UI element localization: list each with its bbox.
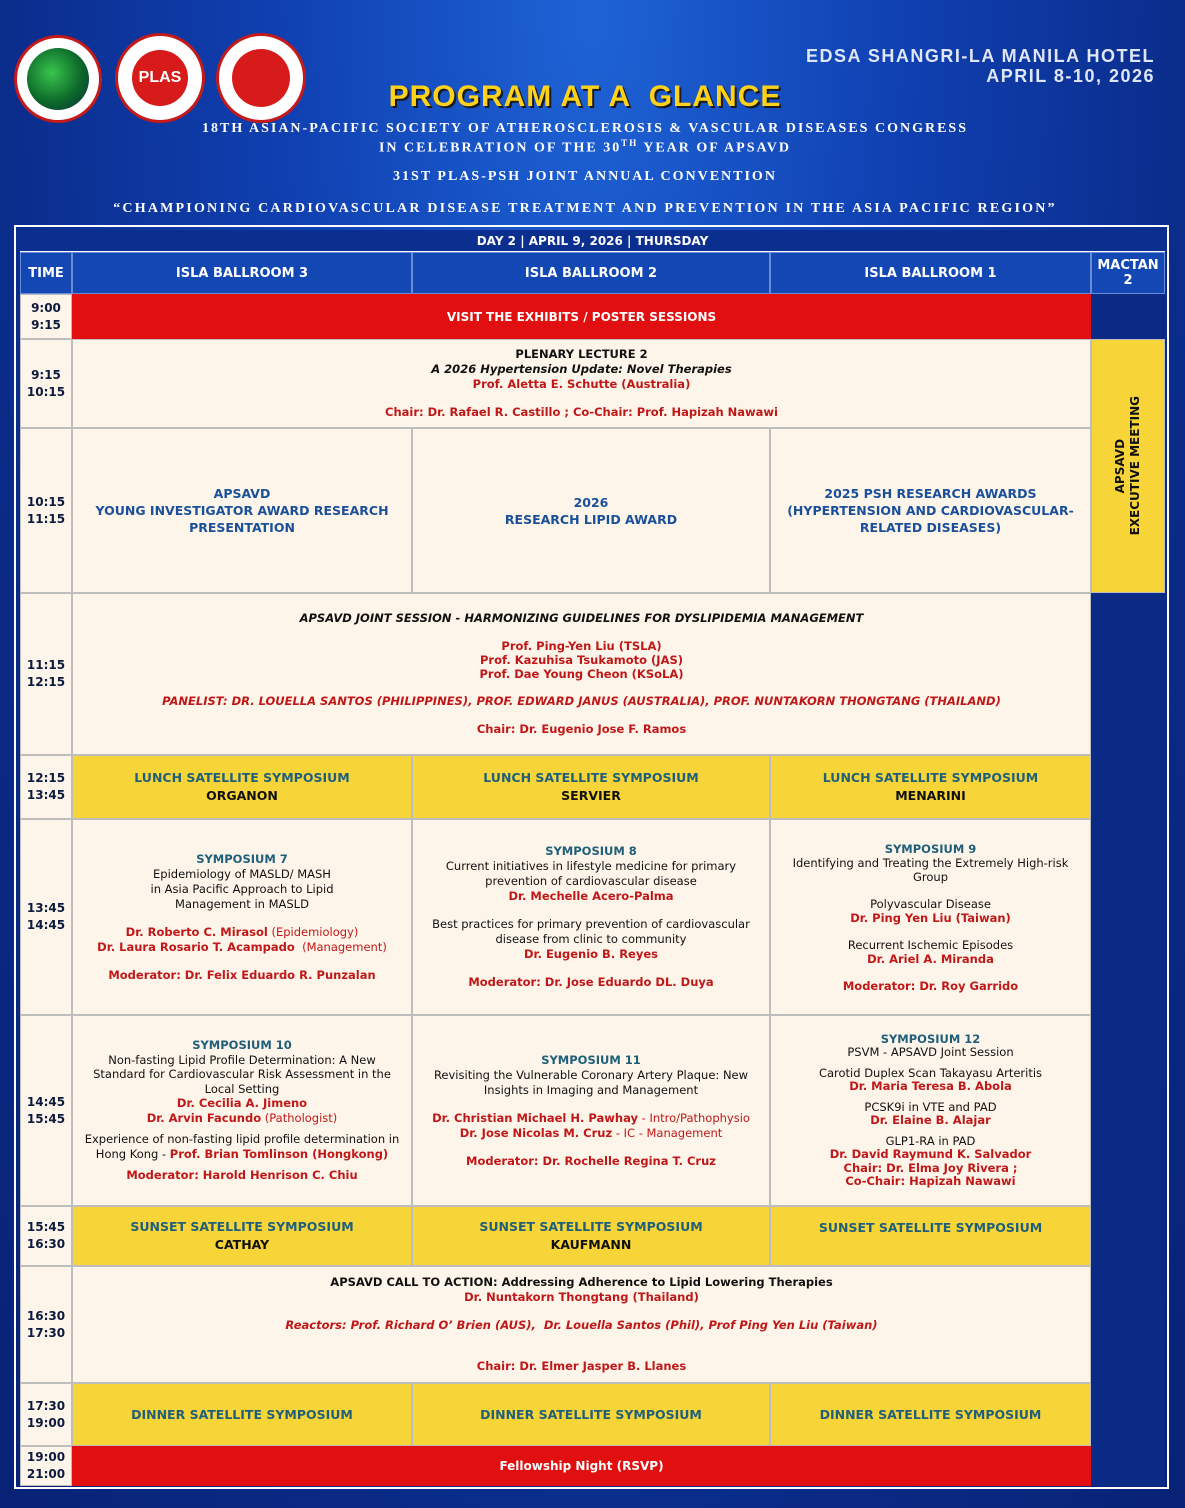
symposium-8-moderator: Moderator: Dr. Jose Eduardo DL. Duya [468, 975, 714, 989]
symposium-7-moderator: Moderator: Dr. Felix Eduardo R. Punzalan [108, 967, 376, 982]
time-slot: 17:30 19:00 [20, 1383, 72, 1446]
symposium-12-cell: SYMPOSIUM 12 PSVM - APSAVD Joint Session Carotid Duplex Scan Takayasu Arteritis Dr. Maria Teresa B. Abola PCSK9i in VTE and PAD Dr. Elaine B. Alajar GLP1-RA in PAD Dr. David Raymund K. Salvador Chair: Dr. Elma Joy Rivera ; Co-Chair: Hapizah Nawawi [770, 1015, 1091, 1206]
symposium-10-moderator: Moderator: Harold Henrison C. Chiu [126, 1168, 358, 1183]
theme-subtitle: “CHAMPIONING CARDIOVASCULAR DISEASE TREATMENT AND PREVENTION IN THE ASIA PACIFIC REGION” [113, 201, 1057, 216]
call-to-action-cell [72, 1266, 1091, 1383]
symposium-10-title: SYMPOSIUM 10 [192, 1038, 292, 1053]
time-slot: 9:00 9:15 [20, 294, 72, 339]
page-title: PROGRAM AT A GLANCE [388, 80, 782, 113]
time-slot: 13:45 14:45 [20, 819, 72, 1015]
time-slot: 19:00 21:00 [20, 1446, 72, 1486]
mactan-empty-slot [1091, 1446, 1165, 1486]
symposium-8-title: SYMPOSIUM 8 [545, 844, 637, 858]
mactan-empty-slot [1091, 294, 1165, 339]
young-investigator-award-cell: APSAVD YOUNG INVESTIGATOR AWARD RESEARCH PRESENTATION [72, 428, 412, 593]
plenary-topic: A 2026 Hypertension Update: Novel Therapies [431, 362, 732, 376]
header-isla-ballroom-3: ISLA BALLROOM 3 [72, 252, 412, 294]
call-to-action-title: APSAVD CALL TO ACTION: Addressing Adherence to Lipid Lowering Therapies [330, 1275, 833, 1289]
symposium-9-cell: SYMPOSIUM 9 Identifying and Treating the Extremely High-risk Group Polyvascular Disease Dr. Ping Yen Liu (Taiwan) Recurrent Ischemic Episodes Dr. Ariel A. Miranda Moderator: Dr. Roy Garrido [770, 819, 1091, 1015]
psh-research-awards-cell: 2025 PSH RESEARCH AWARDS (HYPERTENSION AND CARDIOVASCULAR- RELATED DISEASES) [770, 428, 1091, 593]
dinner-symposium-room1: DINNER SATELLITE SYMPOSIUM [770, 1383, 1091, 1446]
plas-logo-text: PLAS [138, 69, 182, 86]
symposium-11-title: SYMPOSIUM 11 [541, 1052, 641, 1067]
time-slot: 16:30 17:30 [20, 1266, 72, 1383]
celebration-line: IN CELEBRATION OF THE 30TH YEAR OF APSAVD [378, 138, 792, 156]
sunset-symposium-kaufmann: SUNSET SATELLITE SYMPOSIUM KAUFMANN [412, 1206, 770, 1266]
time-slot: 15:45 16:30 [20, 1206, 72, 1266]
symposium-11-cell: SYMPOSIUM 11 Revisiting the Vulnerable Coronary Artery Plaque: New Insights in Imaging and Management Dr. Christian Michael H. Pawhay - Intro/Pathophysio Dr. Jose Nicolas M. Cruz - IC - Management Moderator: Dr. Rochelle Regina T. Cruz [412, 1015, 770, 1206]
joint-session-cell [72, 593, 1091, 755]
header-mactan-2: MACTAN 2 [1091, 252, 1165, 294]
fellowship-night: Fellowship Night (RSVP) [72, 1446, 1091, 1486]
lunch-symposium-servier: LUNCH SATELLITE SYMPOSIUM SERVIER [412, 755, 770, 819]
day-header: DAY 2 | APRIL 9, 2026 | THURSDAY [20, 230, 1165, 252]
executive-meeting-cell [1091, 339, 1165, 593]
plenary-lecture-cell [72, 339, 1091, 428]
header-isla-ballroom-1: ISLA BALLROOM 1 [770, 252, 1091, 294]
time-slot: 9:15 10:15 [20, 339, 72, 428]
time-slot: 14:45 15:45 [20, 1015, 72, 1206]
time-slot: 10:15 11:15 [20, 428, 72, 593]
mactan-empty-slot [1091, 593, 1165, 1446]
venue-name: EDSA SHANGRI-LA MANILA HOTEL [806, 46, 1155, 66]
symposium-9-title: SYMPOSIUM 9 [884, 841, 977, 856]
plenary-title: PLENARY LECTURE 2 [515, 347, 648, 361]
header-isla-ballroom-2: ISLA BALLROOM 2 [412, 252, 770, 294]
call-to-action-reactors: Reactors: Prof. Richard O’ Brien (AUS), Dr. Louella Santos (Phil), Prof Ping Yen Liu (Taiwan) [285, 1318, 878, 1332]
symposium-12-title: SYMPOSIUM 12 [880, 1031, 981, 1046]
congress-name: 18TH ASIAN-PACIFIC SOCIETY OF ATHEROSCLEROSIS & VASCULAR DISEASES CONGRESS [202, 121, 968, 136]
convention-subtitle: 31ST PLAS-PSH JOINT ANNUAL CONVENTION [393, 169, 777, 184]
dinner-symposium-room2: DINNER SATELLITE SYMPOSIUM [412, 1383, 770, 1446]
header-time: TIME [20, 252, 72, 294]
congress-subtitle [0, 121, 1170, 156]
symposium-10-cell: SYMPOSIUM 10 Non-fasting Lipid Profile Determination: A New Standard for Cardiovascular Risk Assessment in the Local Setting Dr. Cecilia A. Jimeno Dr. Arvin Facundo (Pathologist) Experience of non-fasting lipid profile determination in Hong Kong - Prof. Brian Tomlinson (Hongkong) Moderator: Harold Henrison C. Chiu [72, 1015, 412, 1206]
executive-meeting-label: APSAVD EXECUTIVE MEETING [1113, 396, 1142, 536]
joint-speaker: Prof. Kazuhisa Tsukamoto (JAS) [479, 653, 684, 667]
call-to-action-speaker: Dr. Nuntakorn Thongtang (Thailand) [464, 1290, 699, 1304]
symposium-7-cell: SYMPOSIUM 7 Epidemiology of MASLD/ MASH in Asia Pacific Approach to Lipid Management in MASLD Dr. Roberto C. Mirasol (Epidemiology) Dr. Laura Rosario T. Acampado (Management) Moderator: Dr. Felix Eduardo R. Punzalan [72, 819, 412, 1015]
plenary-chair: Chair: Dr. Rafael R. Castillo ; Co-Chair: Prof. Hapizah Nawawi [385, 405, 778, 419]
time-slot: 11:15 12:15 [20, 593, 72, 755]
joint-chair: Chair: Dr. Eugenio Jose F. Ramos [476, 722, 687, 736]
dinner-symposium-room3: DINNER SATELLITE SYMPOSIUM [72, 1383, 412, 1446]
symposium-9-moderator: Moderator: Dr. Roy Garrido [842, 978, 1019, 993]
research-lipid-award-cell: 2026 RESEARCH LIPID AWARD [412, 428, 770, 593]
exhibits-session: VISIT THE EXHIBITS / POSTER SESSIONS [72, 294, 1091, 339]
time-slot: 12:15 13:45 [20, 755, 72, 819]
sunset-symposium-room1: SUNSET SATELLITE SYMPOSIUM [770, 1206, 1091, 1266]
lunch-symposium-organon: LUNCH SATELLITE SYMPOSIUM ORGANON [72, 755, 412, 819]
joint-speaker: Prof. Ping-Yen Liu (TSLA) [501, 639, 662, 653]
joint-session-title: APSAVD JOINT SESSION - HARMONIZING GUIDELINES FOR DYSLIPIDEMIA MANAGEMENT [299, 611, 864, 625]
venue-dates: APRIL 8-10, 2026 [986, 66, 1155, 86]
plenary-speaker: Prof. Aletta E. Schutte (Australia) [472, 377, 691, 391]
joint-panelists: PANELIST: DR. LOUELLA SANTOS (PHILIPPINES), PROF. EDWARD JANUS (AUSTRALIA), PROF. NUNTAKORN THONGTANG (THAILAND) [162, 694, 1001, 708]
symposium-7-title: SYMPOSIUM 7 [196, 851, 288, 866]
symposium-11-moderator: Moderator: Dr. Rochelle Regina T. Cruz [466, 1153, 716, 1168]
symposium-8-cell: SYMPOSIUM 8 Current initiatives in lifestyle medicine for primary prevention of cardiovascular disease Dr. Mechelle Acero-Palma Best practices for primary prevention of cardiovascular disease from clinic to community Dr. Eugenio B. Reyes Moderator: Dr. Jose Eduardo DL. Duya [412, 819, 770, 1015]
call-to-action-chair: Chair: Dr. Elmer Jasper B. Llanes [476, 1359, 687, 1373]
sunset-symposium-cathay: SUNSET SATELLITE SYMPOSIUM CATHAY [72, 1206, 412, 1266]
lunch-symposium-menarini: LUNCH SATELLITE SYMPOSIUM MENARINI [770, 755, 1091, 819]
joint-speaker: Prof. Dae Young Cheon (KSoLA) [479, 667, 684, 681]
